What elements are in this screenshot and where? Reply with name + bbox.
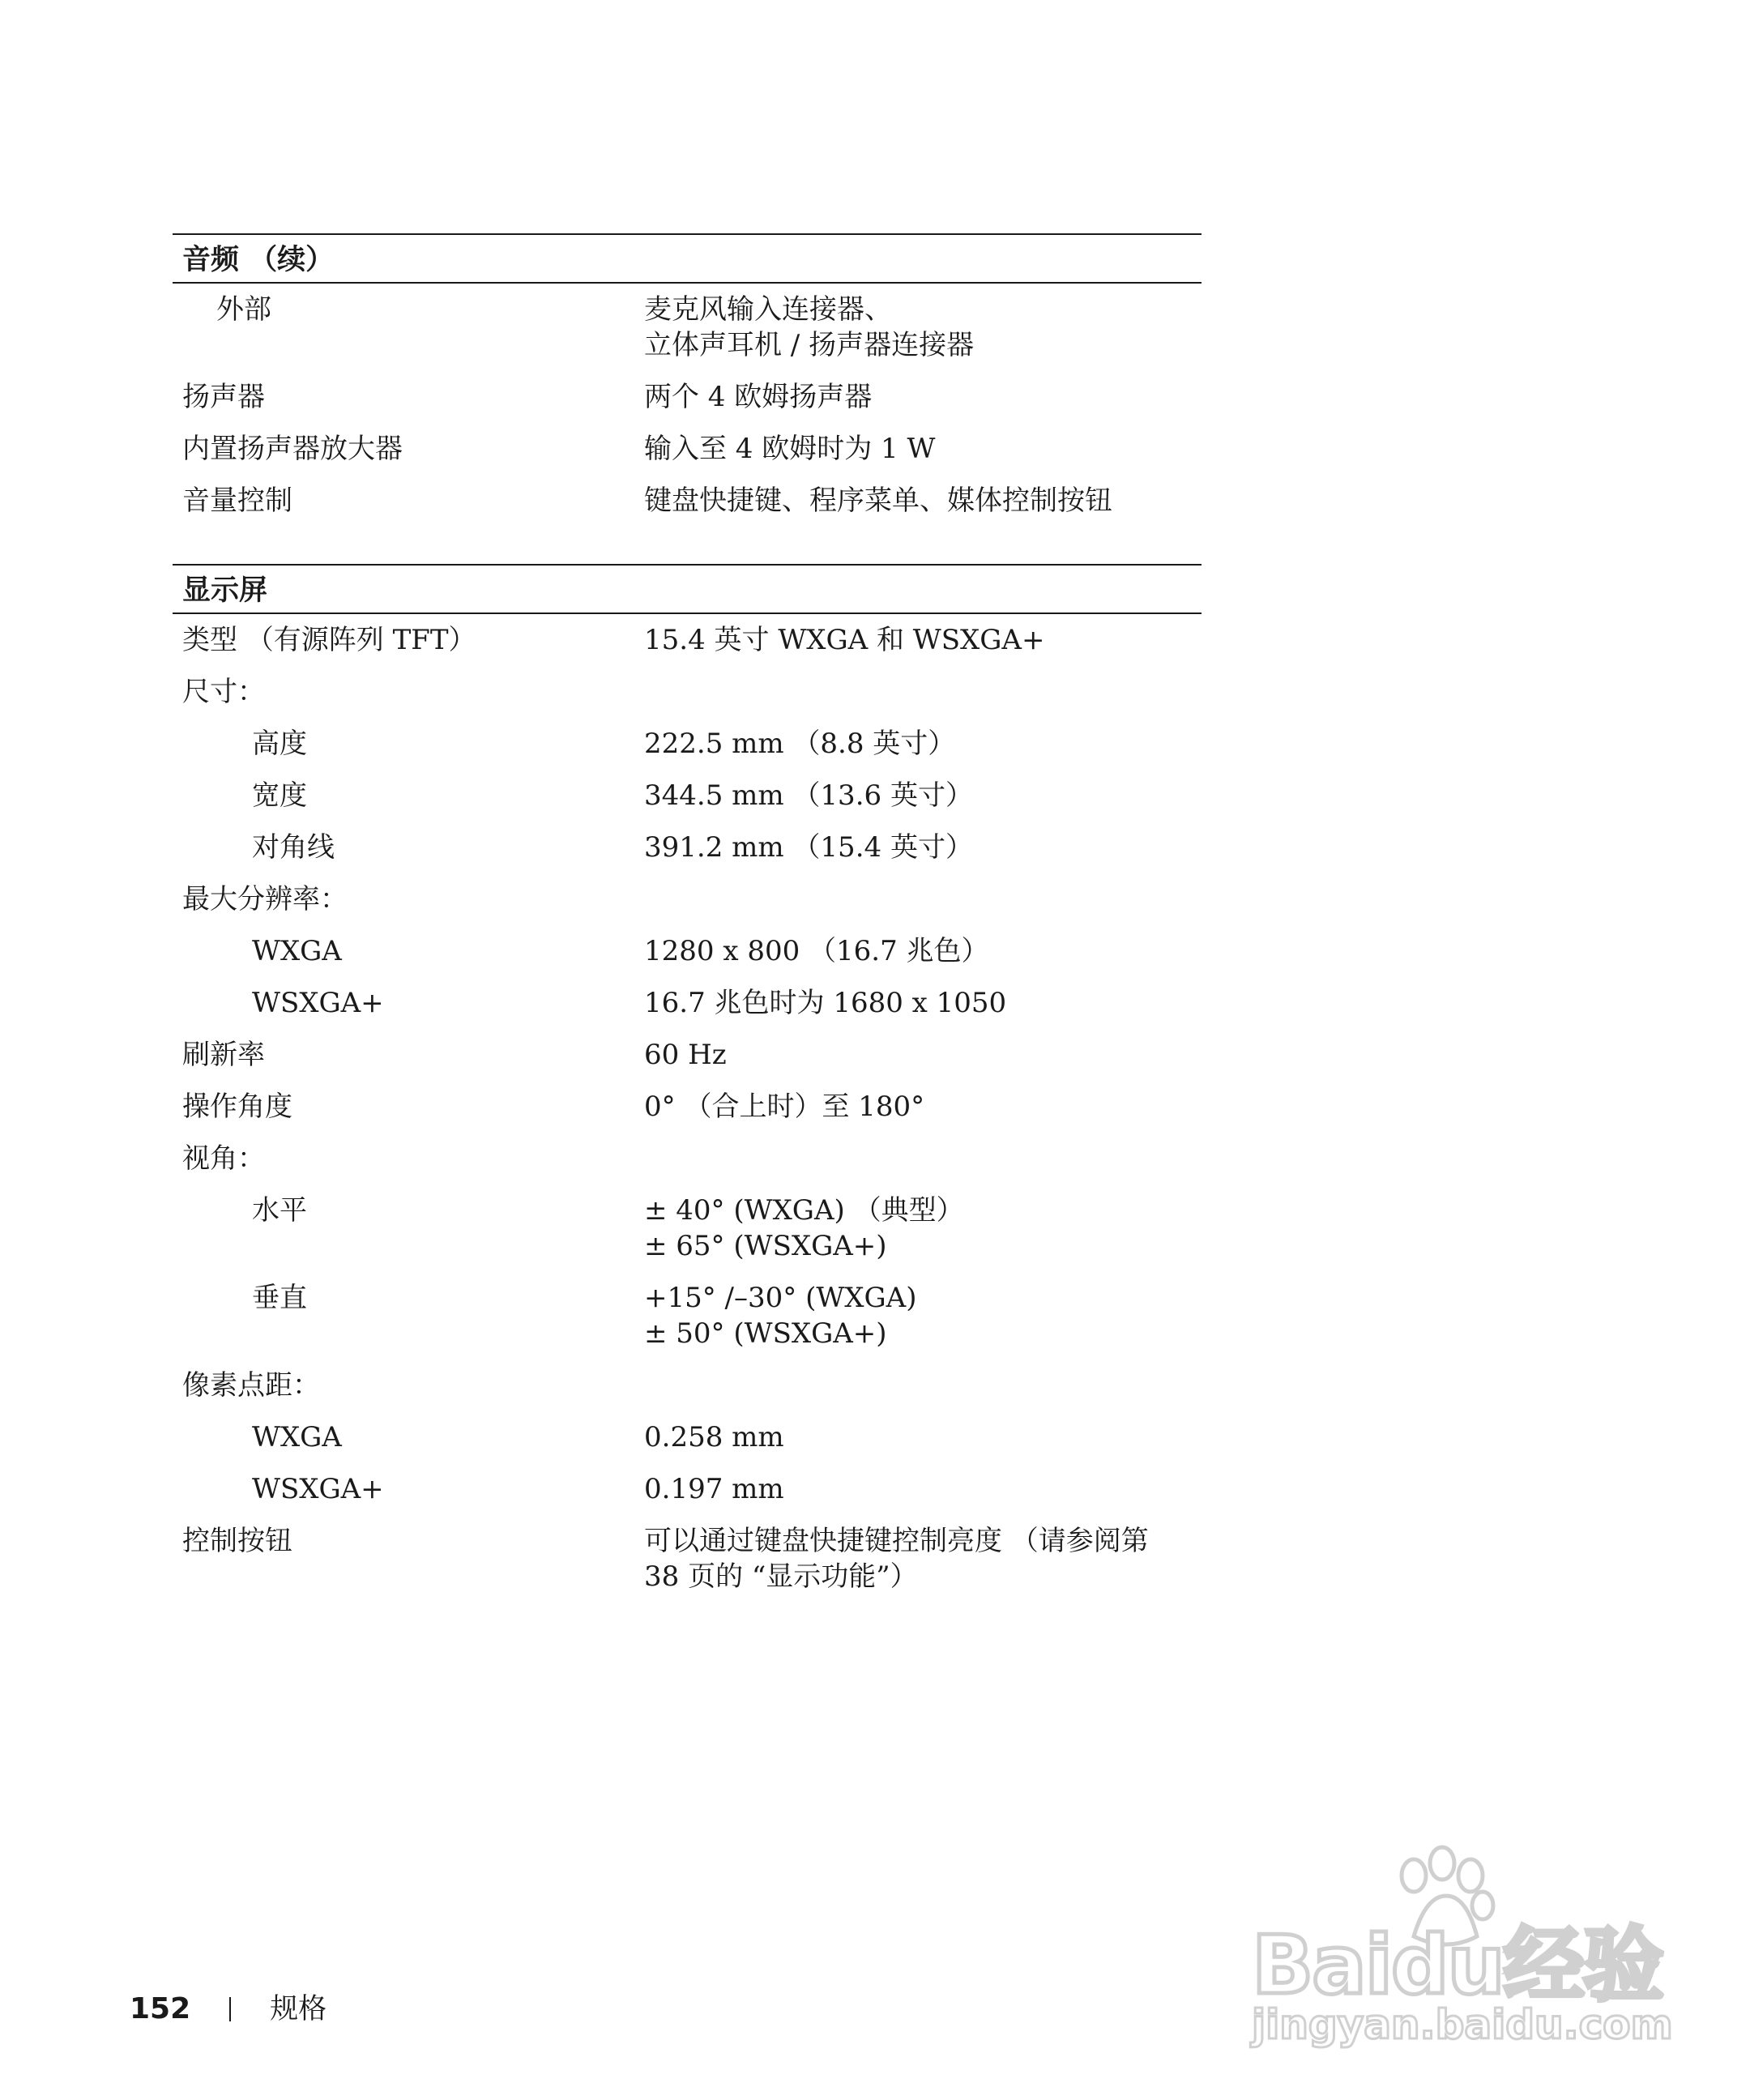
spec-value-line: 38 页的 “显示功能”） <box>644 1560 918 1593</box>
spec-value-line: 麦克风输入连接器、 <box>644 293 892 326</box>
spec-label: 对角线 <box>252 831 335 864</box>
footer-divider <box>229 1997 231 2021</box>
spec-row <box>173 1419 1202 1455</box>
spec-value-line: 0° （合上时）至 180° <box>644 1091 925 1123</box>
spec-label: 高度 <box>252 728 307 760</box>
watermark-brand: Baidu经验 <box>1252 1918 1662 2012</box>
section-gap <box>173 535 1202 564</box>
spec-label: 视角： <box>182 1142 265 1175</box>
spec-value-line: 立体声耳机 / 扬声器连接器 <box>644 329 975 361</box>
spec-row <box>173 830 1202 865</box>
spec-label: 外部 <box>216 293 271 326</box>
spec-label: WXGA <box>252 1421 342 1453</box>
spec-value-line: +15° /–30° (WXGA) <box>644 1282 917 1314</box>
spec-value-line: 60 Hz <box>644 1039 727 1071</box>
spec-value <box>644 1523 1202 1594</box>
page-number: 152 <box>130 1992 191 2025</box>
spec-value-line: 0.197 mm <box>644 1473 784 1505</box>
spec-value <box>644 1471 1202 1507</box>
spec-table <box>173 233 1202 1611</box>
spec-value-line: 键盘快捷键、程序菜单、媒体控制按钮 <box>644 484 1112 517</box>
spec-row <box>173 881 1202 917</box>
section-rows <box>173 284 1202 519</box>
spec-row <box>173 1523 1202 1594</box>
spec-value <box>644 985 1202 1021</box>
spec-value-line: 344.5 mm （13.6 英寸） <box>644 779 973 812</box>
spec-label: WXGA <box>252 935 342 967</box>
spec-label: 宽度 <box>252 779 307 812</box>
spec-label: 刷新率 <box>182 1039 265 1071</box>
spec-value-line: 15.4 英寸 WXGA 和 WSXGA+ <box>644 624 1045 656</box>
spec-row <box>173 292 1202 363</box>
spec-row <box>173 674 1202 710</box>
spec-value <box>644 622 1202 658</box>
spec-value <box>644 726 1202 762</box>
spec-value-line: 输入至 4 欧姆时为 1 W <box>644 433 936 465</box>
spec-value-line: ± 40° (WXGA) （典型） <box>644 1194 964 1227</box>
spec-label: 像素点距： <box>182 1369 320 1402</box>
section-rows <box>173 614 1202 1594</box>
spec-value-line: ± 65° (WSXGA+) <box>644 1230 887 1262</box>
spec-row <box>173 1089 1202 1125</box>
spec-row <box>173 431 1202 467</box>
section-header: 显示屏 <box>173 564 1202 614</box>
spec-label: 操作角度 <box>182 1091 292 1123</box>
spec-row <box>173 726 1202 762</box>
spec-value <box>644 830 1202 865</box>
spec-value-line: 两个 4 欧姆扬声器 <box>644 381 873 413</box>
spec-label: WSXGA+ <box>252 1473 384 1505</box>
spec-row <box>173 933 1202 969</box>
spec-value <box>644 881 1202 917</box>
spec-label: 水平 <box>252 1194 307 1227</box>
section-header: 音频 （续） <box>173 233 1202 284</box>
spec-label: 音量控制 <box>182 484 292 517</box>
spec-value <box>644 483 1202 519</box>
spec-label: 控制按钮 <box>182 1525 292 1557</box>
spec-row <box>173 778 1202 813</box>
chapter-title: 规格 <box>270 1993 327 2025</box>
spec-row <box>173 985 1202 1021</box>
spec-row <box>173 1037 1202 1073</box>
spec-row <box>173 1368 1202 1403</box>
spec-label: 尺寸： <box>182 676 265 708</box>
page-footer <box>130 1989 327 2030</box>
spec-label: 类型 （有源阵列 TFT） <box>182 624 476 656</box>
spec-value-line: 可以通过键盘快捷键控制亮度 （请参阅第 <box>644 1525 1149 1557</box>
spec-label: 内置扬声器放大器 <box>182 433 403 465</box>
spec-label: WSXGA+ <box>252 987 384 1019</box>
spec-value <box>644 1089 1202 1125</box>
spec-label: 最大分辨率： <box>182 883 348 916</box>
spec-label: 扬声器 <box>182 381 265 413</box>
spec-value-line: 222.5 mm （8.8 英寸） <box>644 728 956 760</box>
spec-value-line: 1280 x 800 （16.7 兆色） <box>644 935 989 967</box>
spec-row <box>173 1280 1202 1351</box>
spec-value <box>644 1141 1202 1176</box>
spec-value <box>644 1419 1202 1455</box>
spec-value <box>644 379 1202 415</box>
watermark-url: jingyan.baidu.com <box>1252 2001 1673 2048</box>
spec-row <box>173 1193 1202 1264</box>
spec-row <box>173 1471 1202 1507</box>
baidu-watermark <box>1244 1839 1673 2050</box>
spec-value <box>644 1193 1202 1264</box>
spec-value-line: 0.258 mm <box>644 1421 784 1453</box>
spec-value-line: 16.7 兆色时为 1680 x 1050 <box>644 987 1007 1019</box>
spec-label: 垂直 <box>252 1282 307 1314</box>
spec-row <box>173 1141 1202 1176</box>
spec-row <box>173 622 1202 658</box>
spec-row <box>173 483 1202 519</box>
spec-value-line: ± 50° (WSXGA+) <box>644 1317 887 1350</box>
spec-value <box>644 674 1202 710</box>
spec-value <box>644 1037 1202 1073</box>
spec-value <box>644 431 1202 467</box>
spec-value <box>644 933 1202 969</box>
spec-value <box>644 1368 1202 1403</box>
spec-value <box>644 778 1202 813</box>
spec-value <box>644 292 1202 363</box>
spec-value-line: 391.2 mm （15.4 英寸） <box>644 831 973 864</box>
spec-row <box>173 379 1202 415</box>
spec-value <box>644 1280 1202 1351</box>
